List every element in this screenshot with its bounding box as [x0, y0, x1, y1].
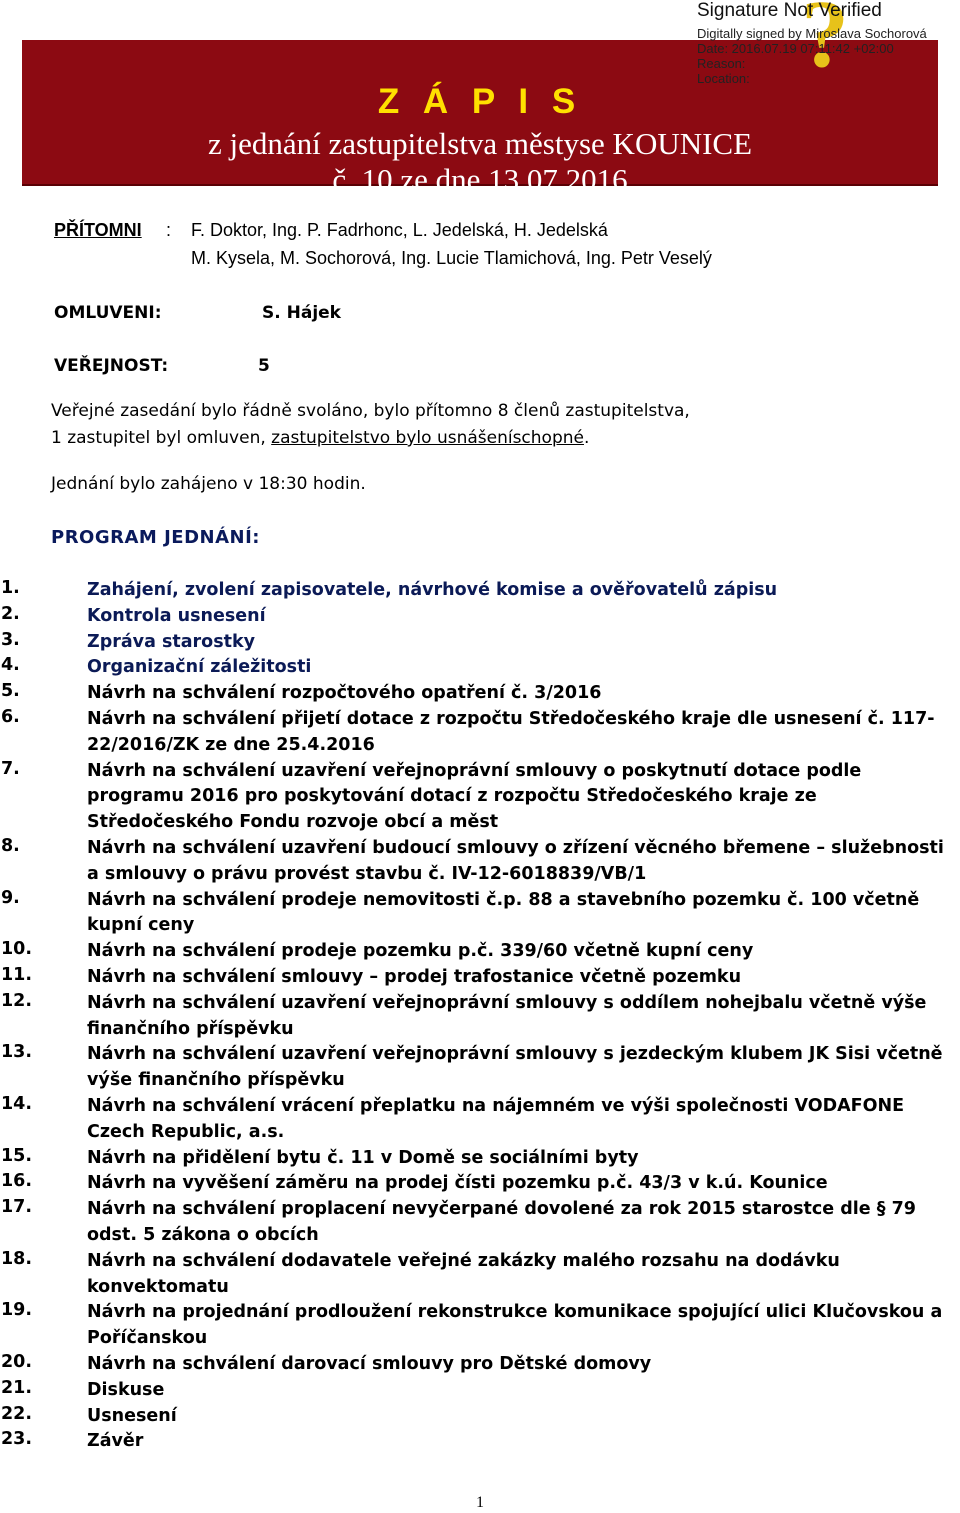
agenda-item-number: 14. — [1, 1093, 33, 1114]
agenda-item-number: 16. — [1, 1171, 33, 1192]
excused-value: S. Hájek — [262, 303, 341, 323]
document-subtitle: z jednání zastupitelstva městyse KOUNICE — [207, 126, 753, 161]
agenda-item-text: Návrh na schválení smlouvy – prodej trafostanice včetně pozemku — [87, 966, 742, 987]
agenda-item-number: 20. — [1, 1351, 33, 1372]
present-label: PŘÍTOMNI — [54, 220, 142, 240]
agenda-item-number: 21. — [1, 1377, 33, 1398]
agenda-item — [0, 1300, 960, 1352]
present-label-colon: : — [166, 220, 172, 240]
agenda-item — [0, 991, 960, 1043]
agenda-item-text: Návrh na schválení prodeje pozemku p.č. 339/60 včetně kupní ceny — [87, 941, 754, 962]
intro-line-2-suffix: . — [583, 428, 590, 448]
agenda-item — [0, 707, 960, 759]
agenda-item — [0, 681, 960, 707]
agenda-item-number: 3. — [1, 629, 20, 650]
meeting-number-date: č. 10 ze dne 13.07.2016 — [332, 162, 628, 197]
agenda-item-text: Návrh na schválení uzavření budoucí smlouvy o zřízení věcného břemene – služebnosti a smlouvy o právu provést stavbu č. IV-12-6018839/VB/1 — [87, 837, 944, 884]
page-number: 1 — [476, 1494, 484, 1511]
agenda-item — [0, 1404, 960, 1430]
agenda-item-text: Návrh na schválení uzavření veřejnoprávní smlouvy o poskytnutí dotace podle programu 2016 pro poskytování dotací z rozpočtu Středočeského kraje ze Středočeského Fondu rozvoje obcí a měst — [87, 760, 862, 833]
agenda-item-text: Diskuse — [87, 1379, 165, 1400]
agenda-item — [0, 1146, 960, 1172]
agenda-item-number: 7. — [1, 758, 20, 779]
agenda-item-number: 13. — [1, 1042, 33, 1063]
agenda-item-text: Návrh na schválení rozpočtového opatření č. 3/2016 — [87, 683, 602, 704]
agenda-item-text: Návrh na schválení prodeje nemovitosti č.p. 88 a stavebního pozemku č. 100 včetně kupní ceny — [87, 889, 920, 936]
agenda-item-number: 1. — [1, 578, 20, 598]
agenda-item — [0, 759, 960, 836]
intro-line-1: Veřejné zasedání bylo řádně svoláno, bylo přítomno 8 členů zastupitelstva, — [51, 401, 690, 421]
program-title: PROGRAM JEDNÁNÍ: — [51, 527, 260, 548]
agenda-item-text: Návrh na vyvěšení záměru na prodej čísti pozemku p.č. 43/3 v k.ú. Kounice — [87, 1173, 828, 1194]
public-value: 5 — [258, 356, 270, 376]
agenda-item — [0, 1429, 960, 1455]
agenda-item-number: 10. — [1, 939, 33, 960]
agenda-item — [0, 1197, 960, 1249]
agenda-item-text: Zpráva starostky — [87, 631, 256, 652]
excused-label: OMLUVENI: — [54, 303, 162, 323]
present-names-line-2: M. Kysela, M. Sochorová, Ing. Lucie Tlamichová, Ing. Petr Veselý — [191, 248, 712, 268]
agenda-item — [0, 965, 960, 991]
agenda-item-number: 15. — [1, 1145, 33, 1166]
agenda-item — [0, 655, 960, 681]
agenda-item-text: Závěr — [87, 1431, 144, 1452]
agenda-item-text: Usnesení — [87, 1405, 177, 1426]
intro-start-time: Jednání bylo zahájeno v 18:30 hodin. — [51, 474, 366, 494]
signature-signed-by: Digitally signed by Miroslava Sochorová — [697, 26, 927, 41]
intro-line-2 — [51, 428, 589, 448]
agenda-item-number: 4. — [1, 655, 20, 676]
signature-location: Location: — [697, 71, 750, 86]
agenda-item-number: 5. — [1, 681, 20, 702]
agenda-item-number: 8. — [1, 835, 20, 856]
agenda-item — [0, 1094, 960, 1146]
agenda-item-text: Návrh na schválení dodavatele veřejné zakázky malého rozsahu na dodávku konvektomatu — [87, 1250, 840, 1297]
agenda-item-number: 6. — [1, 706, 20, 727]
agenda-item-text: Organizační záležitosti — [87, 657, 312, 678]
signature-date: Date: 2016.07.19 07:11:42 +02:00 — [697, 41, 894, 56]
agenda-item-number: 23. — [1, 1429, 33, 1450]
agenda-item-number: 11. — [1, 964, 33, 985]
agenda-item-text: Návrh na projednání prodloužení rekonstrukce komunikace spojující ulici Klučovskou a Poříčanskou — [87, 1302, 943, 1349]
signature-question-icon: ? — [801, 0, 849, 87]
document-title: Z Á P I S — [377, 82, 583, 121]
agenda-item — [0, 1352, 960, 1378]
agenda-item-text: Návrh na schválení proplacení nevyčerpané dovolené za rok 2015 starostce dle § 79 odst. 5 zákona o obcích — [87, 1199, 916, 1245]
agenda-item-number: 17. — [1, 1197, 33, 1218]
agenda-item-text: Návrh na přidělení bytu č. 11 v Domě se sociálními byty — [87, 1147, 639, 1168]
agenda-item — [0, 1042, 960, 1094]
agenda-item — [0, 836, 960, 888]
agenda-item-text: Zahájení, zvolení zapisovatele, návrhové komise a ověřovatelů zápisu — [87, 580, 778, 600]
agenda-item-number: 18. — [1, 1248, 33, 1269]
agenda-item-number: 22. — [1, 1403, 33, 1424]
digital-signature-stamp — [697, 0, 960, 90]
public-label: VEŘEJNOST: — [54, 356, 169, 376]
agenda-item-text: Návrh na schválení uzavření veřejnoprávní smlouvy s oddílem nohejbalu včetně výše finančního příspěvku — [87, 992, 927, 1039]
agenda-item-text: Návrh na schválení přijetí dotace z rozpočtu Středočeského kraje dle usnesení č. 117-22/2016/ZK ze dne 25.4.2016 — [87, 708, 935, 755]
agenda-item — [0, 939, 960, 965]
agenda-item-text: Návrh na schválení uzavření veřejnoprávní smlouvy s jezdeckým klubem JK Sisi včetně výše finančního příspěvku — [87, 1044, 943, 1091]
agenda-item — [0, 1249, 960, 1301]
quorum-statement: zastupitelstvo bylo usnášeníschopné — [271, 428, 584, 448]
intro-line-2-prefix: 1 zastupitel byl omluven, — [51, 428, 272, 448]
agenda-item — [0, 630, 960, 656]
agenda-item-number: 19. — [1, 1300, 33, 1321]
agenda-item — [0, 888, 960, 940]
agenda-item — [0, 1171, 960, 1197]
signature-status: Signature Not Verified — [697, 0, 882, 21]
agenda-item — [0, 604, 960, 630]
agenda-item — [0, 1378, 960, 1404]
agenda-item-number: 9. — [1, 887, 20, 908]
present-names-line-1: F. Doktor, Ing. P. Fadrhonc, L. Jedelská, H. Jedelská — [191, 220, 608, 240]
signature-reason: Reason: — [697, 56, 746, 71]
agenda-item-text: Návrh na schválení vrácení přeplatku na nájemném ve výši společnosti VODAFONE Czech Republic, a.s. — [87, 1095, 905, 1142]
agenda-item-text: Návrh na schválení darovací smlouvy pro Dětské domovy — [87, 1353, 652, 1374]
agenda-list — [0, 578, 960, 1455]
agenda-item — [0, 578, 960, 604]
agenda-item-text: Kontrola usnesení — [87, 605, 266, 626]
agenda-item-number: 12. — [1, 990, 33, 1011]
agenda-item-number: 2. — [1, 603, 20, 624]
